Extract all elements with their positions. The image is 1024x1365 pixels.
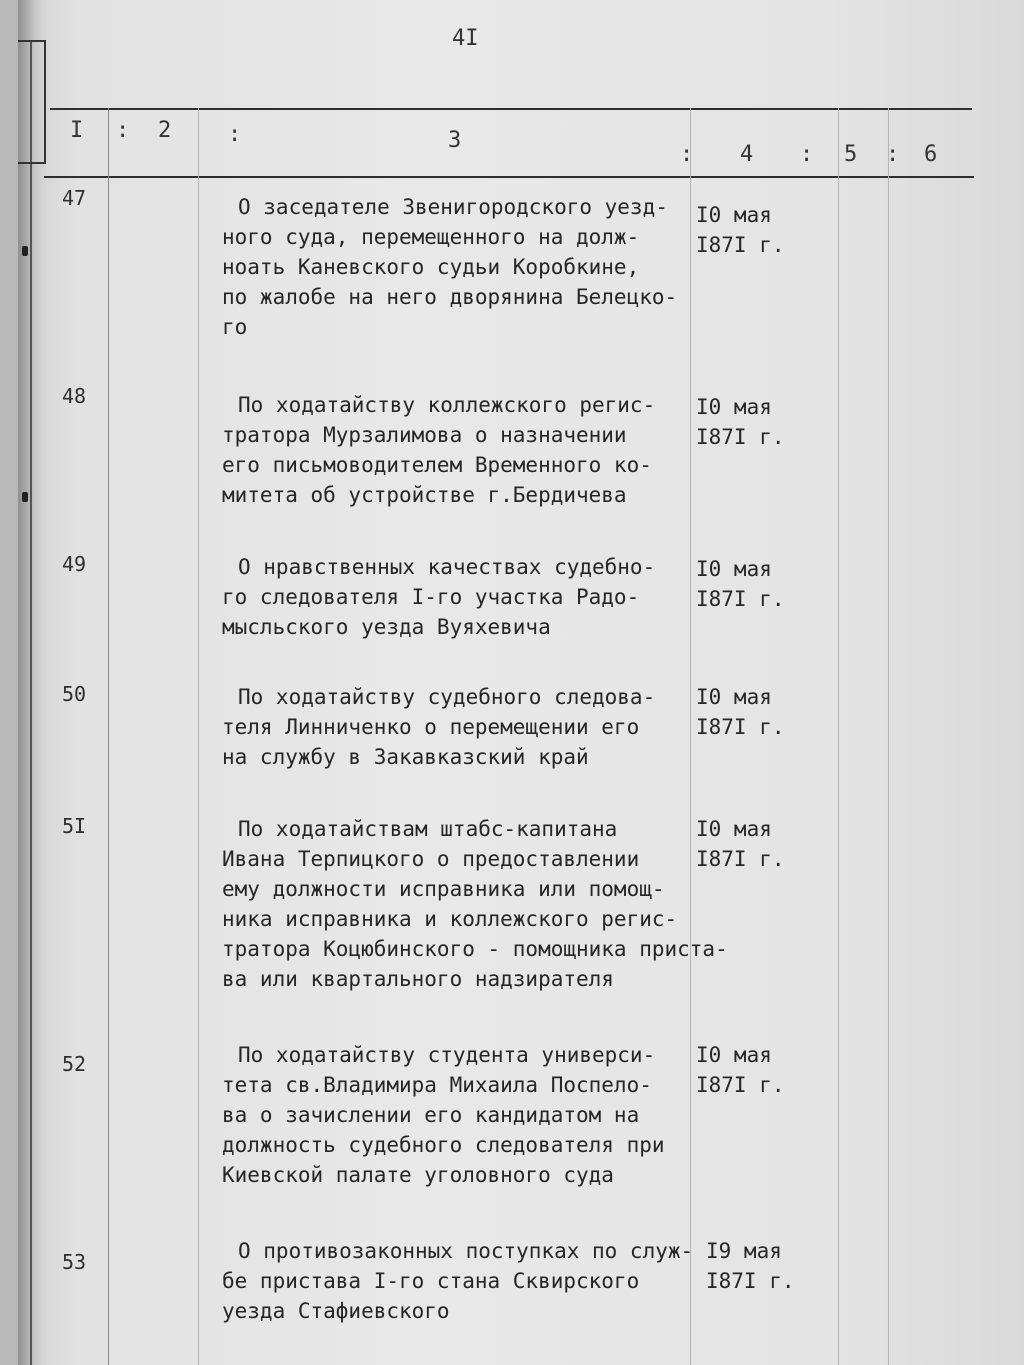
description-line: ва о зачислении его кандидатом на xyxy=(222,1103,640,1127)
description-line: ему должности исправника или помощ- xyxy=(222,877,665,901)
date-line: I0 мая xyxy=(696,1043,772,1067)
row-date xyxy=(696,200,785,260)
description-line: на службу в Закавказский край xyxy=(222,745,589,769)
row-number: 48 xyxy=(62,384,87,408)
row-number: 49 xyxy=(62,552,87,576)
header-col-6: 6 xyxy=(924,142,938,167)
header-separator: : xyxy=(886,142,900,167)
description-line: митета об устройстве г.Бердичева xyxy=(222,483,627,507)
binding-box xyxy=(18,40,46,164)
description-line: О противозаконных поступках по служ- xyxy=(238,1239,694,1263)
description-line: бе пристава I-го стана Сквирского xyxy=(222,1269,640,1293)
column-divider-2 xyxy=(198,108,199,1365)
row-description xyxy=(222,682,702,772)
row-description xyxy=(222,1040,702,1190)
date-line: I0 мая xyxy=(696,557,772,581)
header-bottom-rule xyxy=(44,176,974,178)
description-line: О заседателе Звенигородского уезд- xyxy=(238,195,668,219)
punch-mark xyxy=(22,492,28,502)
header-col-3: 3 xyxy=(448,128,462,153)
description-line: го xyxy=(222,315,248,339)
date-line: I0 мая xyxy=(696,817,772,841)
date-line: I87I г. xyxy=(696,233,785,257)
date-line: I87I г. xyxy=(696,715,785,739)
row-description xyxy=(222,552,702,642)
row-number: 52 xyxy=(62,1052,87,1076)
description-line: го следователя I-го участка Радо- xyxy=(222,585,640,609)
header-separator: : xyxy=(228,122,242,147)
description-line: тратора Коцюбинского - помощника приста- xyxy=(222,937,728,961)
description-line: По ходатайству студента универси- xyxy=(238,1043,656,1067)
description-line: Киевской палате уголовного суда xyxy=(222,1163,614,1187)
punch-mark xyxy=(22,246,28,256)
description-line: По ходатайству коллежского регис- xyxy=(238,393,656,417)
description-line: ного суда, перемещенного на долж- xyxy=(222,225,640,249)
date-line: I87I г. xyxy=(696,587,785,611)
date-line: I0 мая xyxy=(696,203,772,227)
row-date xyxy=(706,1236,795,1296)
header-separator: : xyxy=(680,142,694,167)
header-top-rule xyxy=(50,108,972,110)
row-description xyxy=(222,814,728,994)
row-date xyxy=(696,1040,785,1100)
header-separator: : xyxy=(800,142,814,167)
description-line: уезда Стафиевского xyxy=(222,1299,450,1323)
column-divider-5 xyxy=(888,108,889,1365)
row-number: 5I xyxy=(62,814,87,838)
date-line: I87I г. xyxy=(696,1073,785,1097)
header-separator: : xyxy=(116,118,130,143)
header-col-4: 4 xyxy=(740,142,754,167)
row-number: 53 xyxy=(62,1250,87,1274)
header-col-1: I xyxy=(70,118,84,143)
description-line: ноать Каневского судьи Коробкине, xyxy=(222,255,640,279)
row-number: 47 xyxy=(62,186,87,210)
description-line: По ходатайству судебного следова- xyxy=(238,685,656,709)
row-description xyxy=(222,390,702,510)
header-col-2: 2 xyxy=(158,118,172,143)
description-line: должность судебного следователя при xyxy=(222,1133,665,1157)
description-line: мысльского уезда Вуяхевича xyxy=(222,615,551,639)
row-date xyxy=(696,392,785,452)
date-line: I0 мая xyxy=(696,685,772,709)
date-line: I9 мая xyxy=(706,1239,782,1263)
binding-line xyxy=(30,40,32,1365)
column-divider-4 xyxy=(838,108,839,1365)
page-number: 4I xyxy=(452,26,479,51)
row-description xyxy=(222,1236,702,1326)
date-line: I0 мая xyxy=(696,395,772,419)
header-col-5: 5 xyxy=(844,142,858,167)
row-description xyxy=(222,192,702,342)
date-line: I87I г. xyxy=(706,1269,795,1293)
row-date xyxy=(696,814,785,874)
description-line: его письмоводителем Временного ко- xyxy=(222,453,652,477)
description-line: По ходатайствам штабс-капитана xyxy=(238,817,618,841)
description-line: ва или квартального надзирателя xyxy=(222,967,614,991)
binding-edge xyxy=(18,0,48,1365)
date-line: I87I г. xyxy=(696,847,785,871)
description-line: тета св.Владимира Михаила Поспело- xyxy=(222,1073,652,1097)
row-number: 50 xyxy=(62,682,87,706)
description-line: О нравственных качествах судебно- xyxy=(238,555,656,579)
row-date xyxy=(696,554,785,614)
column-divider-1 xyxy=(108,108,109,1365)
description-line: Ивана Терпицкого о предоставлении xyxy=(222,847,640,871)
description-line: теля Линниченко о перемещении его xyxy=(222,715,640,739)
description-line: ника исправника и коллежского регис- xyxy=(222,907,678,931)
date-line: I87I г. xyxy=(696,425,785,449)
row-date xyxy=(696,682,785,742)
description-line: тратора Мурзалимова о назначении xyxy=(222,423,627,447)
description-line: по жалобе на него дворянина Белецко- xyxy=(222,285,678,309)
